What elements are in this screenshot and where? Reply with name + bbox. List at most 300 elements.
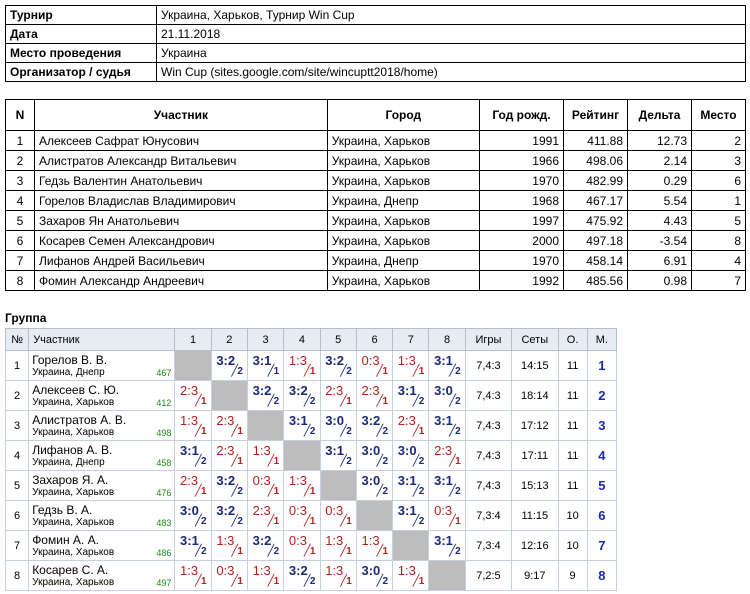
match-points: 1 xyxy=(237,576,243,587)
participant-cell: Захаров Ян Анатольевич xyxy=(35,211,328,231)
match-result xyxy=(284,411,320,441)
cross-column-header: М. xyxy=(587,329,616,351)
participant-cell: 482.99 xyxy=(564,171,628,191)
group-points: 11 xyxy=(558,381,587,411)
place-value: 5 xyxy=(598,478,606,493)
match-result xyxy=(320,351,356,381)
match-points: 1 xyxy=(346,396,352,407)
group-row-number: 3 xyxy=(6,411,29,441)
match-points: 1 xyxy=(418,426,425,437)
match-sets: 3:1 xyxy=(434,353,453,368)
slash-icon: ╱ xyxy=(412,515,420,527)
match-points: 2 xyxy=(382,576,389,587)
info-row xyxy=(6,25,746,44)
match-result xyxy=(429,531,465,561)
match-result xyxy=(175,441,211,471)
slash-icon: ╱ xyxy=(303,515,311,527)
place-value: 2 xyxy=(598,388,606,403)
match-sets: 0:3 xyxy=(288,503,307,518)
participant-cell: 475.92 xyxy=(564,211,628,231)
group-row xyxy=(6,501,617,531)
match-sets: 3:1 xyxy=(252,353,272,368)
column-header: N xyxy=(6,100,35,131)
group-row xyxy=(6,381,617,411)
match-sets: 3:2 xyxy=(361,413,381,428)
match-sets: 1:3 xyxy=(216,533,235,548)
match-result xyxy=(393,471,429,501)
place-value: 3 xyxy=(598,418,606,433)
slash-icon: ╱ xyxy=(340,545,347,557)
participant-cell: 467.17 xyxy=(564,191,628,211)
match-result xyxy=(211,531,247,561)
match-score xyxy=(323,501,353,527)
match-score xyxy=(396,411,426,437)
info-value: 21.11.2018 xyxy=(157,25,746,44)
match-result xyxy=(356,411,392,441)
match-points: 2 xyxy=(455,366,461,377)
group-player xyxy=(29,411,175,441)
group-place xyxy=(587,411,616,441)
self-cell xyxy=(320,471,356,501)
self-cell xyxy=(211,381,247,411)
participant-row xyxy=(6,131,746,151)
player-city: Украина, Харьков xyxy=(32,516,115,528)
match-result xyxy=(393,351,429,381)
slash-icon: ╱ xyxy=(231,545,238,557)
group-place xyxy=(587,501,616,531)
self-cell xyxy=(429,561,465,591)
participant-cell: 6.91 xyxy=(628,251,692,271)
match-score xyxy=(287,501,317,527)
slash-icon: ╱ xyxy=(303,485,311,497)
match-sets: 3:0 xyxy=(397,443,417,458)
match-sets: 2:3 xyxy=(397,413,416,428)
match-score xyxy=(432,531,462,557)
match-sets: 3:1 xyxy=(325,443,344,458)
slash-icon: ╱ xyxy=(267,455,275,467)
match-score xyxy=(178,381,208,407)
match-score xyxy=(287,471,317,497)
match-result xyxy=(320,411,356,441)
participant-cell: 3 xyxy=(6,171,35,191)
group-player xyxy=(29,561,175,591)
group-sets: 14:15 xyxy=(512,351,558,381)
match-sets: 0:3 xyxy=(252,473,271,488)
match-points: 2 xyxy=(455,546,461,557)
slash-icon: ╱ xyxy=(449,515,456,527)
group-row-number: 6 xyxy=(6,501,29,531)
participant-cell: 4.43 xyxy=(628,211,692,231)
match-score xyxy=(432,381,462,407)
match-points: 1 xyxy=(201,426,207,437)
match-result xyxy=(393,441,429,471)
participant-cell: 485.56 xyxy=(564,271,628,291)
info-value: Украина, Харьков, Турнир Win Cup xyxy=(157,6,746,25)
match-points: 1 xyxy=(418,576,425,587)
column-header: Участник xyxy=(35,100,328,131)
slash-icon: ╱ xyxy=(195,575,202,587)
match-sets: 1:3 xyxy=(325,533,344,548)
match-result xyxy=(429,501,465,531)
self-cell xyxy=(284,441,320,471)
slash-icon: ╱ xyxy=(231,455,238,467)
info-label: Организатор / судья xyxy=(6,63,157,82)
self-cell xyxy=(247,411,283,441)
participant-cell: 1968 xyxy=(480,191,564,211)
participant-cell: 497.18 xyxy=(564,231,628,251)
match-result xyxy=(356,381,392,411)
match-sets: 2:3 xyxy=(361,383,380,398)
slash-icon: ╱ xyxy=(376,575,384,587)
match-score xyxy=(323,411,353,437)
match-points: 1 xyxy=(309,546,316,557)
player-name: Гедзь В. А. xyxy=(32,502,93,517)
player-city: Украина, Днепр xyxy=(32,366,105,378)
match-score xyxy=(323,561,353,587)
player-name: Горелов В. В. xyxy=(32,352,108,367)
player-name: Захаров Я. А. xyxy=(32,472,109,487)
group-row-number: 1 xyxy=(6,351,29,381)
match-result xyxy=(175,471,211,501)
cross-column-header: 5 xyxy=(320,329,356,351)
match-result xyxy=(393,411,429,441)
place-value: 1 xyxy=(598,358,606,373)
match-sets: 1:3 xyxy=(397,353,416,368)
match-score xyxy=(432,441,462,467)
match-points: 1 xyxy=(201,486,207,497)
group-points: 9 xyxy=(558,561,587,591)
column-header: Место xyxy=(692,100,746,131)
participant-cell: 1 xyxy=(6,131,35,151)
slash-icon: ╱ xyxy=(267,545,275,557)
match-result xyxy=(247,531,283,561)
match-result xyxy=(393,381,429,411)
match-score xyxy=(178,561,208,587)
participant-cell: -3.54 xyxy=(628,231,692,251)
match-points: 1 xyxy=(237,456,243,467)
slash-icon: ╱ xyxy=(231,575,238,587)
slash-icon: ╱ xyxy=(303,425,311,437)
group-place xyxy=(587,381,616,411)
match-result xyxy=(356,471,392,501)
match-points: 2 xyxy=(237,366,243,377)
participant-cell: 1 xyxy=(692,191,746,211)
match-sets: 3:0 xyxy=(434,383,453,398)
match-points: 2 xyxy=(418,456,425,467)
group-points: 10 xyxy=(558,501,587,531)
match-score xyxy=(396,501,426,527)
cross-table xyxy=(5,328,617,591)
match-sets: 3:1 xyxy=(397,473,417,488)
match-result xyxy=(429,351,465,381)
match-sets: 3:1 xyxy=(180,533,199,548)
participant-cell: 2000 xyxy=(480,231,564,251)
match-result xyxy=(175,381,211,411)
match-points: 2 xyxy=(346,426,352,437)
match-score xyxy=(178,501,208,527)
match-result xyxy=(284,501,320,531)
match-points: 1 xyxy=(346,576,352,587)
group-player xyxy=(29,441,175,471)
participant-cell: 458.14 xyxy=(564,251,628,271)
match-score xyxy=(214,411,244,437)
slash-icon: ╱ xyxy=(267,515,275,527)
match-points: 2 xyxy=(418,486,425,497)
match-score xyxy=(360,471,390,497)
place-value: 8 xyxy=(598,568,606,583)
group-row-number: 7 xyxy=(6,531,29,561)
participant-cell: 1992 xyxy=(480,271,564,291)
match-result xyxy=(284,471,320,501)
participant-cell: 2 xyxy=(6,151,35,171)
match-sets: 3:0 xyxy=(180,503,199,518)
participant-cell: Алистратов Александр Витальевич xyxy=(35,151,328,171)
self-cell xyxy=(393,531,429,561)
slash-icon: ╱ xyxy=(340,395,347,407)
self-cell xyxy=(356,501,392,531)
match-score xyxy=(323,441,353,467)
match-sets: 3:0 xyxy=(361,443,381,458)
match-result xyxy=(284,351,320,381)
player-name: Косарев С. А. xyxy=(32,562,109,577)
player-rating: 498 xyxy=(156,428,172,438)
group-points: 11 xyxy=(558,351,587,381)
group-row xyxy=(6,531,617,561)
match-result xyxy=(211,411,247,441)
participant-cell: 1970 xyxy=(480,171,564,191)
slash-icon: ╱ xyxy=(376,485,384,497)
group-games: 7,4:3 xyxy=(465,471,511,501)
participants-table xyxy=(5,99,746,291)
player-city: Украина, Харьков xyxy=(32,546,115,558)
match-points: 1 xyxy=(273,516,280,527)
player-city: Украина, Харьков xyxy=(32,426,115,438)
match-result xyxy=(429,381,465,411)
match-points: 1 xyxy=(309,516,316,527)
match-points: 1 xyxy=(201,396,207,407)
participant-cell: 5 xyxy=(6,211,35,231)
slash-icon: ╱ xyxy=(376,425,384,437)
participant-cell: Горелов Владислав Владимирович xyxy=(35,191,328,211)
participant-cell: 4 xyxy=(692,251,746,271)
slash-icon: ╱ xyxy=(340,365,347,377)
slash-icon: ╱ xyxy=(267,485,275,497)
participant-cell: Украина, Харьков xyxy=(327,171,479,191)
match-points: 2 xyxy=(455,426,461,437)
player-city: Украина, Харьков xyxy=(32,576,115,588)
group-sets: 15:13 xyxy=(512,471,558,501)
match-result xyxy=(356,441,392,471)
match-score xyxy=(178,441,208,467)
info-row xyxy=(6,6,746,25)
match-score xyxy=(178,411,208,437)
group-games: 7,4:3 xyxy=(465,381,511,411)
match-points: 1 xyxy=(418,366,425,377)
group-title: Группа xyxy=(5,311,47,325)
slash-icon: ╱ xyxy=(376,455,384,467)
info-label: Турнир xyxy=(6,6,157,25)
match-sets: 1:3 xyxy=(361,533,380,548)
info-row xyxy=(6,44,746,63)
player-rating: 476 xyxy=(156,488,172,498)
match-sets: 2:3 xyxy=(180,473,199,488)
match-result xyxy=(356,531,392,561)
participant-cell: 4 xyxy=(6,191,35,211)
slash-icon: ╱ xyxy=(267,575,275,587)
group-points: 11 xyxy=(558,441,587,471)
slash-icon: ╱ xyxy=(195,515,202,527)
match-points: 1 xyxy=(382,366,389,377)
match-sets: 1:3 xyxy=(180,563,199,578)
match-result xyxy=(211,501,247,531)
slash-icon: ╱ xyxy=(412,485,420,497)
match-score xyxy=(214,501,244,527)
participant-row xyxy=(6,191,746,211)
match-points: 1 xyxy=(309,366,316,377)
slash-icon: ╱ xyxy=(231,365,238,377)
match-points: 1 xyxy=(273,456,280,467)
group-sets: 17:12 xyxy=(512,411,558,441)
group-row xyxy=(6,471,617,501)
match-sets: 2:3 xyxy=(216,413,235,428)
match-score xyxy=(323,351,353,377)
match-score xyxy=(178,531,208,557)
participant-cell: 8 xyxy=(6,271,35,291)
player-rating: 412 xyxy=(156,398,172,408)
match-result xyxy=(211,351,247,381)
match-result xyxy=(247,471,283,501)
match-points: 2 xyxy=(455,486,461,497)
group-points: 11 xyxy=(558,471,587,501)
cross-column-header: № xyxy=(6,329,29,351)
match-result xyxy=(211,471,247,501)
cross-column-header: Игры xyxy=(465,329,511,351)
group-player xyxy=(29,471,175,501)
match-sets: 2:3 xyxy=(325,383,344,398)
participant-cell: 0.29 xyxy=(628,171,692,191)
group-games: 7,4:3 xyxy=(465,351,511,381)
participant-cell: 1997 xyxy=(480,211,564,231)
cross-column-header: Участник xyxy=(29,329,175,351)
slash-icon: ╱ xyxy=(449,545,456,557)
match-result xyxy=(247,501,283,531)
match-points: 1 xyxy=(455,456,461,467)
player-name: Фомин А. А. xyxy=(32,532,99,547)
match-sets: 3:0 xyxy=(361,563,381,578)
match-points: 2 xyxy=(309,426,316,437)
match-sets: 0:3 xyxy=(288,533,307,548)
match-points: 2 xyxy=(237,486,243,497)
cross-column-header: 6 xyxy=(356,329,392,351)
match-sets: 0:3 xyxy=(361,353,380,368)
slash-icon: ╱ xyxy=(340,455,347,467)
match-sets: 2:3 xyxy=(216,443,235,458)
participant-cell: Украина, Харьков xyxy=(327,131,479,151)
slash-icon: ╱ xyxy=(303,365,311,377)
group-row-number: 8 xyxy=(6,561,29,591)
group-place xyxy=(587,441,616,471)
slash-icon: ╱ xyxy=(376,545,384,557)
match-result xyxy=(284,381,320,411)
match-sets: 3:1 xyxy=(397,503,417,518)
match-sets: 1:3 xyxy=(288,473,307,488)
cross-column-header: О. xyxy=(558,329,587,351)
slash-icon: ╱ xyxy=(449,485,456,497)
participant-row xyxy=(6,171,746,191)
player-city: Украина, Харьков xyxy=(32,396,115,408)
participant-cell: 2.14 xyxy=(628,151,692,171)
participant-cell: Украина, Харьков xyxy=(327,231,479,251)
match-sets: 1:3 xyxy=(288,353,307,368)
slash-icon: ╱ xyxy=(376,365,384,377)
participant-cell: 1991 xyxy=(480,131,564,151)
match-points: 1 xyxy=(346,516,352,527)
participant-row xyxy=(6,251,746,271)
group-points: 11 xyxy=(558,411,587,441)
match-sets: 1:3 xyxy=(397,563,416,578)
match-result xyxy=(175,531,211,561)
player-rating: 497 xyxy=(156,578,172,588)
match-result xyxy=(247,561,283,591)
match-result xyxy=(284,561,320,591)
participant-cell: 5 xyxy=(692,211,746,231)
match-points: 2 xyxy=(273,396,280,407)
player-name: Лифанов А. В. xyxy=(32,442,113,457)
cross-column-header: Сеты xyxy=(512,329,558,351)
participant-cell: Украина, Днепр xyxy=(327,191,479,211)
match-sets: 3:2 xyxy=(216,503,236,518)
match-score xyxy=(214,351,244,377)
slash-icon: ╱ xyxy=(412,575,420,587)
match-points: 1 xyxy=(309,486,316,497)
match-sets: 1:3 xyxy=(180,413,199,428)
match-points: 2 xyxy=(201,456,207,467)
participant-cell: 6 xyxy=(692,171,746,191)
match-points: 1 xyxy=(273,576,280,587)
match-score xyxy=(360,411,390,437)
match-score xyxy=(360,441,390,467)
match-result xyxy=(429,411,465,441)
match-sets: 1:3 xyxy=(252,563,271,578)
match-score xyxy=(396,561,426,587)
cross-column-header: 2 xyxy=(211,329,247,351)
player-rating: 467 xyxy=(156,368,172,378)
slash-icon: ╱ xyxy=(267,395,275,407)
participant-cell: Украина, Харьков xyxy=(327,271,479,291)
match-points: 2 xyxy=(201,546,207,557)
match-sets: 3:0 xyxy=(325,413,344,428)
place-value: 4 xyxy=(598,448,606,463)
group-games: 7,3:4 xyxy=(465,531,511,561)
participant-cell: 3 xyxy=(692,151,746,171)
match-score xyxy=(287,561,317,587)
match-points: 1 xyxy=(273,486,280,497)
group-row xyxy=(6,561,617,591)
match-points: 2 xyxy=(418,396,425,407)
tournament-info-table xyxy=(5,5,746,82)
slash-icon: ╱ xyxy=(303,545,311,557)
info-value: Win Cup (sites.google.com/site/wincuptt2018/home) xyxy=(157,63,746,82)
match-sets: 3:1 xyxy=(180,443,199,458)
match-sets: 3:1 xyxy=(434,473,453,488)
slash-icon: ╱ xyxy=(412,455,420,467)
slash-icon: ╱ xyxy=(449,395,456,407)
match-score xyxy=(432,411,462,437)
participant-cell: Косарев Семен Александрович xyxy=(35,231,328,251)
match-points: 1 xyxy=(382,546,389,557)
match-sets: 3:1 xyxy=(434,533,453,548)
participant-cell: 1966 xyxy=(480,151,564,171)
